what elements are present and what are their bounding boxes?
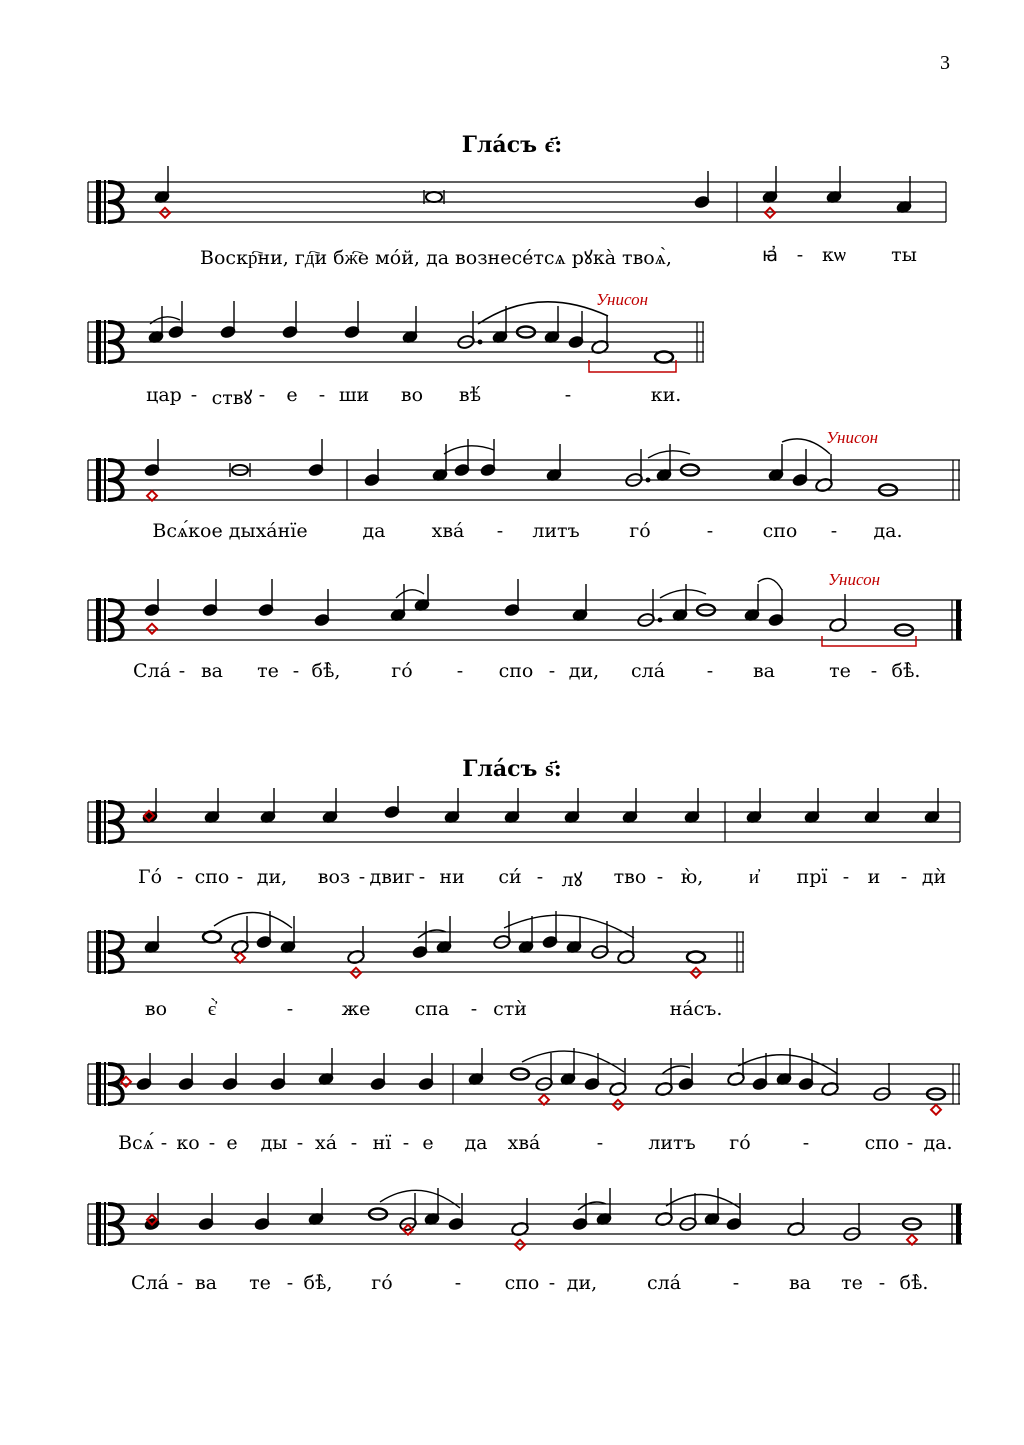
music-staff [0, 568, 1024, 668]
syllable: вѣ́ [458, 384, 482, 406]
music-staff [0, 1180, 1024, 1280]
syllable: кѡ [822, 244, 846, 266]
syllable: ты [891, 244, 917, 266]
syllable: ды [260, 1132, 288, 1154]
syllable: - [470, 998, 478, 1020]
syllable: го́ [629, 520, 651, 542]
syllable: спо [762, 520, 798, 542]
music-staff [0, 1040, 1024, 1140]
syllable: - [176, 866, 184, 888]
syllable: ва [752, 660, 776, 682]
unison-label: Унисон [828, 570, 881, 589]
syllable: ни [439, 866, 465, 888]
syllable: - [536, 866, 544, 888]
syllable: Сла́ [131, 1272, 169, 1294]
music-staff [0, 908, 1024, 998]
syllable: те [841, 1272, 863, 1294]
music-staff [0, 160, 1024, 240]
syllable: - [900, 866, 908, 888]
syllable: - [870, 660, 878, 682]
syllable: да [362, 520, 386, 542]
syllable: те [249, 1272, 271, 1294]
syllable: - [878, 1272, 886, 1294]
syllable: бѣ̀, [311, 660, 341, 682]
syllable: литъ [532, 520, 580, 542]
syllable: ва [200, 660, 224, 682]
syllable: - [802, 1132, 810, 1154]
syllable: - [236, 866, 244, 888]
lyrics-line [0, 866, 1024, 896]
syllable: ши [338, 384, 370, 406]
syllable: спа [414, 998, 450, 1020]
syllable: да [464, 1132, 488, 1154]
syllable: да. [873, 520, 903, 542]
tone-heading-6: Гла́съ ѕ҃: [462, 756, 562, 782]
lyrics-line [0, 998, 1024, 1028]
staff-system [0, 908, 1024, 1018]
syllable: спо [504, 1272, 540, 1294]
syllable: и [867, 866, 881, 888]
syllable: воз [317, 866, 351, 888]
syllable: - [286, 1272, 294, 1294]
syllable: - [656, 866, 664, 888]
syllable: ки. [650, 384, 682, 406]
syllable: сла́ [646, 1272, 682, 1294]
syllable: го́ [729, 1132, 751, 1154]
staff-system [0, 290, 1024, 409]
staff-system [0, 1040, 1024, 1160]
syllable: нї [372, 1132, 392, 1154]
tone-heading-5: Гла́съ є҃: [461, 132, 563, 158]
lyrics-line [0, 660, 1024, 690]
syllable: те [829, 660, 851, 682]
syllable: - [208, 1132, 216, 1154]
syllable: го́ [371, 1272, 393, 1294]
syllable: хва́ [431, 520, 465, 542]
syllable: цар [146, 384, 182, 406]
syllable: ха́ [314, 1132, 338, 1154]
syllable: ствꙋ [211, 387, 253, 409]
syllable: и҆ [748, 866, 760, 888]
syllable: - [732, 1272, 740, 1294]
page-number: 3 [940, 52, 950, 74]
syllable: - [350, 1132, 358, 1154]
syllable: сла́ [630, 660, 666, 682]
syllable: литъ [648, 1132, 696, 1154]
syllable: - [190, 384, 198, 406]
syllable: Всѧ́ [118, 1132, 154, 1154]
syllable: - [178, 660, 186, 682]
syllable: - [318, 384, 326, 406]
syllable: тво [613, 866, 647, 888]
syllable: - [548, 660, 556, 682]
syllable: е [286, 384, 298, 406]
unison-label: Унисон [596, 290, 649, 309]
syllable: - [906, 1132, 914, 1154]
syllable: - [842, 866, 850, 888]
lyrics-line [0, 244, 1024, 274]
unison-label: Унисон [826, 428, 879, 447]
syllable: ва [788, 1272, 812, 1294]
syllable: прї [796, 866, 828, 888]
syllable: - [830, 520, 838, 542]
syllable: си́ [498, 866, 522, 888]
syllable: го́ [391, 660, 413, 682]
syllable: да. [923, 1132, 953, 1154]
lyrics-line [0, 520, 1024, 550]
syllable: - [796, 244, 804, 266]
syllable: - [402, 1132, 410, 1154]
syllable: - [292, 660, 300, 682]
syllable: Го́ [137, 866, 163, 888]
staff-system [0, 160, 1024, 270]
syllable: спо [498, 660, 534, 682]
syllable: дѝ [921, 866, 947, 888]
syllable: стѝ [493, 998, 527, 1020]
syllable: хва́ [507, 1132, 541, 1154]
syllable: - [258, 384, 266, 406]
staff-system [0, 1180, 1024, 1300]
syllable: двиг [369, 866, 415, 888]
syllable: спо [194, 866, 230, 888]
syllable: на́съ. [669, 998, 723, 1020]
syllable: - [176, 1272, 184, 1294]
syllable: те [257, 660, 279, 682]
syllable: є҆̀ [207, 998, 217, 1020]
syllable: Воскр҇ни, гд҇и бж҇е мо́й, да вознесе́тсѧ рꙋка̀ твоѧ̀, [200, 247, 672, 269]
syllable: - [706, 660, 714, 682]
syllable: - [286, 998, 294, 1020]
syllable: - [456, 660, 464, 682]
syllable: Сла́ [133, 660, 171, 682]
staff-system [0, 786, 1024, 896]
syllable: ди, [566, 1272, 598, 1294]
syllable: - [358, 866, 366, 888]
staff-system [0, 568, 1024, 688]
lyrics-line [0, 1132, 1024, 1162]
syllable: Всѧ́кое дыха́нїе [152, 520, 308, 542]
syllable: - [564, 384, 572, 406]
syllable: - [548, 1272, 556, 1294]
syllable: - [706, 520, 714, 542]
syllable: - [418, 866, 426, 888]
syllable: - [296, 1132, 304, 1154]
music-staff [0, 290, 1024, 390]
syllable: бѣ̀. [899, 1272, 929, 1294]
lyrics-line [0, 1272, 1024, 1302]
syllable: ди, [568, 660, 600, 682]
lyrics-line [0, 384, 1024, 414]
syllable: е [422, 1132, 434, 1154]
syllable: - [596, 1132, 604, 1154]
syllable: ко [176, 1132, 200, 1154]
syllable: бѣ̀. [891, 660, 921, 682]
syllable: ю̀, [680, 866, 704, 888]
syllable: ди, [256, 866, 288, 888]
syllable: ꙗ҆ [761, 244, 779, 266]
syllable: спо [864, 1132, 900, 1154]
syllable: во [400, 384, 424, 406]
staff-system [0, 428, 1024, 548]
syllable: во [144, 998, 168, 1020]
syllable: - [454, 1272, 462, 1294]
syllable: - [496, 520, 504, 542]
syllable: же [341, 998, 371, 1020]
music-staff [0, 428, 1024, 528]
syllable: лꙋ [561, 869, 583, 891]
syllable: е [226, 1132, 238, 1154]
syllable: - [160, 1132, 168, 1154]
syllable: ва [194, 1272, 218, 1294]
syllable: бѣ̀, [303, 1272, 333, 1294]
music-staff [0, 786, 1024, 866]
